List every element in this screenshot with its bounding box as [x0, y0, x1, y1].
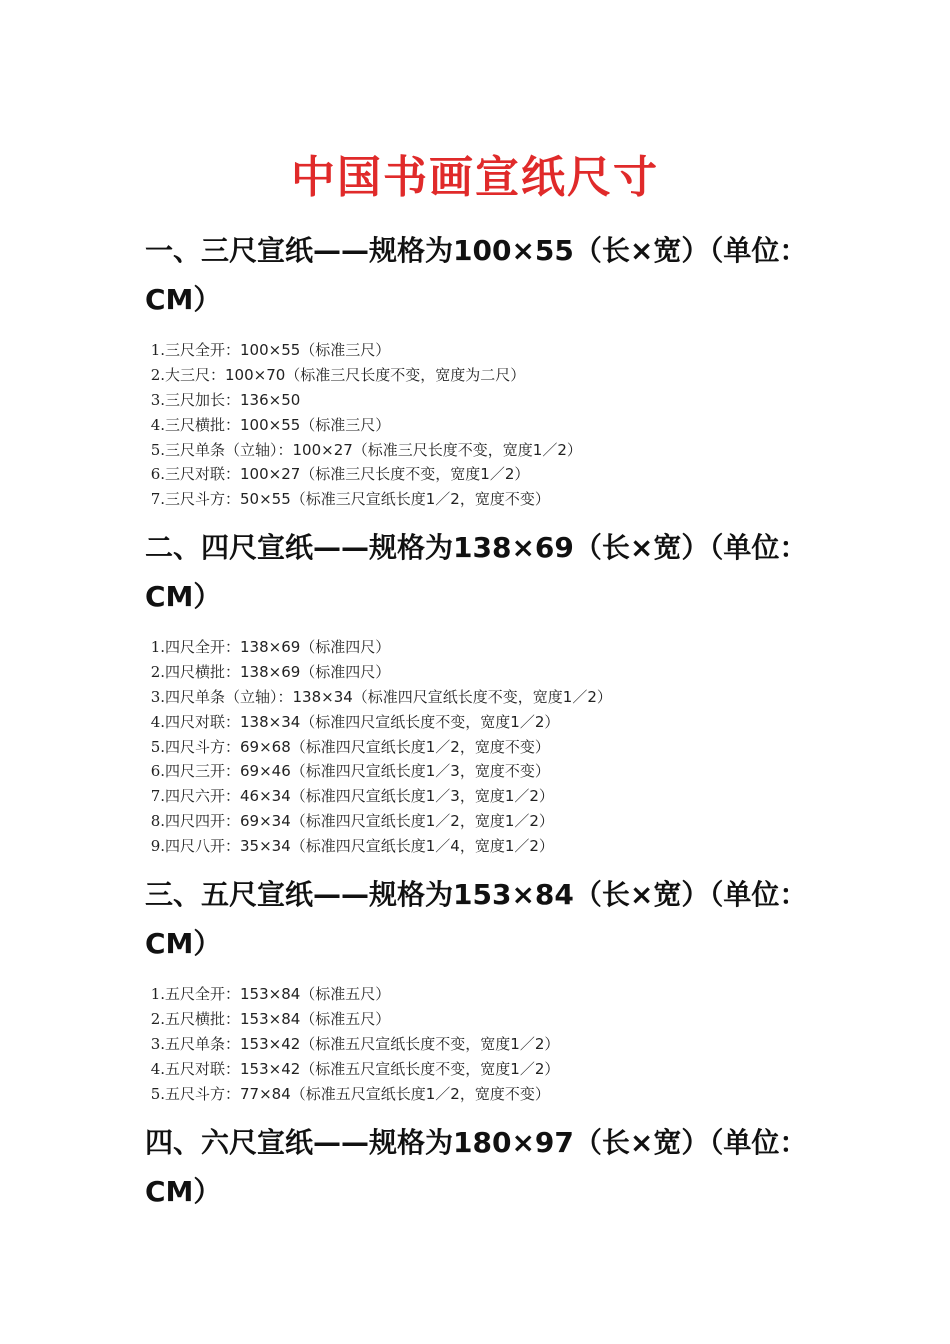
- item-number: 7.: [150, 490, 165, 509]
- section-heading: 三、五尺宣纸——规格为153×84（长×宽）（单位：CM）: [145, 878, 808, 960]
- item-text: 五尺对联：153×42（标准五尺宣纸长度不变，宽度1／2）: [165, 1059, 560, 1078]
- list-item: [145, 735, 825, 760]
- item-text: 四尺六开：46×34（标准四尺宣纸长度1／3，宽度1／2）: [165, 787, 554, 806]
- item-number: 4.: [150, 415, 165, 434]
- section-heading: 四、六尺宣纸——规格为180×97（长×宽）（单位：CM）: [145, 1126, 808, 1208]
- item-number: 3.: [150, 1034, 165, 1053]
- item-text: 四尺对联：138×34（标准四尺宣纸长度不变，宽度1／2）: [165, 712, 560, 731]
- list-item: [145, 784, 825, 809]
- section-four-chi: [145, 523, 825, 859]
- spec-list: [145, 635, 825, 859]
- item-number: 1.: [150, 341, 165, 359]
- list-item: [145, 1032, 825, 1057]
- item-number: 7.: [150, 787, 165, 806]
- list-item: [145, 1082, 825, 1107]
- list-item: [145, 1007, 825, 1032]
- item-number: 9.: [150, 837, 165, 856]
- list-item: [145, 660, 825, 685]
- item-number: 2.: [150, 365, 165, 384]
- list-item: [145, 363, 825, 388]
- item-number: 4.: [150, 712, 165, 731]
- item-number: 2.: [150, 662, 165, 681]
- section-heading: 二、四尺宣纸——规格为138×69（长×宽）（单位：CM）: [145, 531, 808, 613]
- item-text: 四尺横批：138×69（标准四尺）: [165, 662, 391, 681]
- list-item: [145, 685, 825, 710]
- item-text: 三尺横批：100×55（标准三尺）: [165, 415, 391, 434]
- item-text: 五尺斗方：77×84（标准五尺宣纸长度1／2，宽度不变）: [165, 1084, 550, 1103]
- item-number: 4.: [150, 1059, 165, 1078]
- item-number: 5.: [150, 1084, 165, 1103]
- item-text: 四尺单条（立轴）：138×34（标准四尺宣纸长度不变，宽度1／2）: [165, 687, 612, 706]
- item-text: 四尺八开：35×34（标准四尺宣纸长度1／4，宽度1／2）: [165, 837, 554, 856]
- list-item: [145, 759, 825, 784]
- list-item: [145, 413, 825, 438]
- item-number: 3.: [150, 390, 165, 409]
- item-number: 5.: [150, 440, 165, 459]
- list-item: [145, 487, 825, 512]
- item-text: 五尺单条：153×42（标准五尺宣纸长度不变，宽度1／2）: [165, 1034, 560, 1053]
- list-item: [145, 710, 825, 735]
- section-six-chi: [145, 1118, 825, 1216]
- item-text: 三尺单条（立轴）：100×27（标准三尺长度不变，宽度1／2）: [165, 440, 582, 459]
- item-number: 2.: [150, 1009, 165, 1028]
- list-item: [145, 834, 825, 859]
- list-item: [145, 1057, 825, 1082]
- item-text: 大三尺：100×70（标准三尺长度不变，宽度为二尺）: [165, 365, 526, 384]
- item-number: 3.: [150, 687, 165, 706]
- list-item: [145, 809, 825, 834]
- page-title: 中国书画宣纸尺寸: [291, 152, 659, 203]
- item-text: 五尺全开：153×84（标准五尺）: [165, 985, 391, 1003]
- list-item: [145, 982, 825, 1007]
- section-three-chi: [145, 226, 825, 512]
- item-text: 三尺对联：100×27（标准三尺长度不变，宽度1／2）: [165, 465, 530, 484]
- item-text: 三尺斗方：50×55（标准三尺宣纸长度1／2，宽度不变）: [165, 490, 550, 509]
- spec-list: [145, 982, 825, 1106]
- item-number: 1.: [150, 985, 165, 1003]
- item-text: 三尺全开：100×55（标准三尺）: [165, 341, 391, 359]
- list-item: [145, 388, 825, 413]
- list-item: [145, 438, 825, 463]
- item-text: 四尺三开：69×46（标准四尺宣纸长度1／3，宽度不变）: [165, 762, 550, 781]
- item-number: 6.: [150, 465, 165, 484]
- list-item: [145, 338, 825, 363]
- item-number: 1.: [150, 638, 165, 656]
- list-item: [145, 462, 825, 487]
- item-number: 8.: [150, 812, 165, 831]
- item-text: 四尺四开：69×34（标准四尺宣纸长度1／2，宽度1／2）: [165, 812, 554, 831]
- item-text: 四尺全开：138×69（标准四尺）: [165, 638, 391, 656]
- spec-list: [145, 338, 825, 512]
- item-number: 6.: [150, 762, 165, 781]
- item-text: 五尺横批：153×84（标准五尺）: [165, 1009, 391, 1028]
- item-number: 5.: [150, 737, 165, 756]
- item-text: 三尺加长：136×50: [165, 390, 301, 409]
- list-item: [145, 635, 825, 660]
- item-text: 四尺斗方：69×68（标准四尺宣纸长度1／2，宽度不变）: [165, 737, 550, 756]
- section-five-chi: [145, 870, 825, 1106]
- section-heading: 一、三尺宣纸——规格为100×55（长×宽）（单位：CM）: [145, 234, 808, 316]
